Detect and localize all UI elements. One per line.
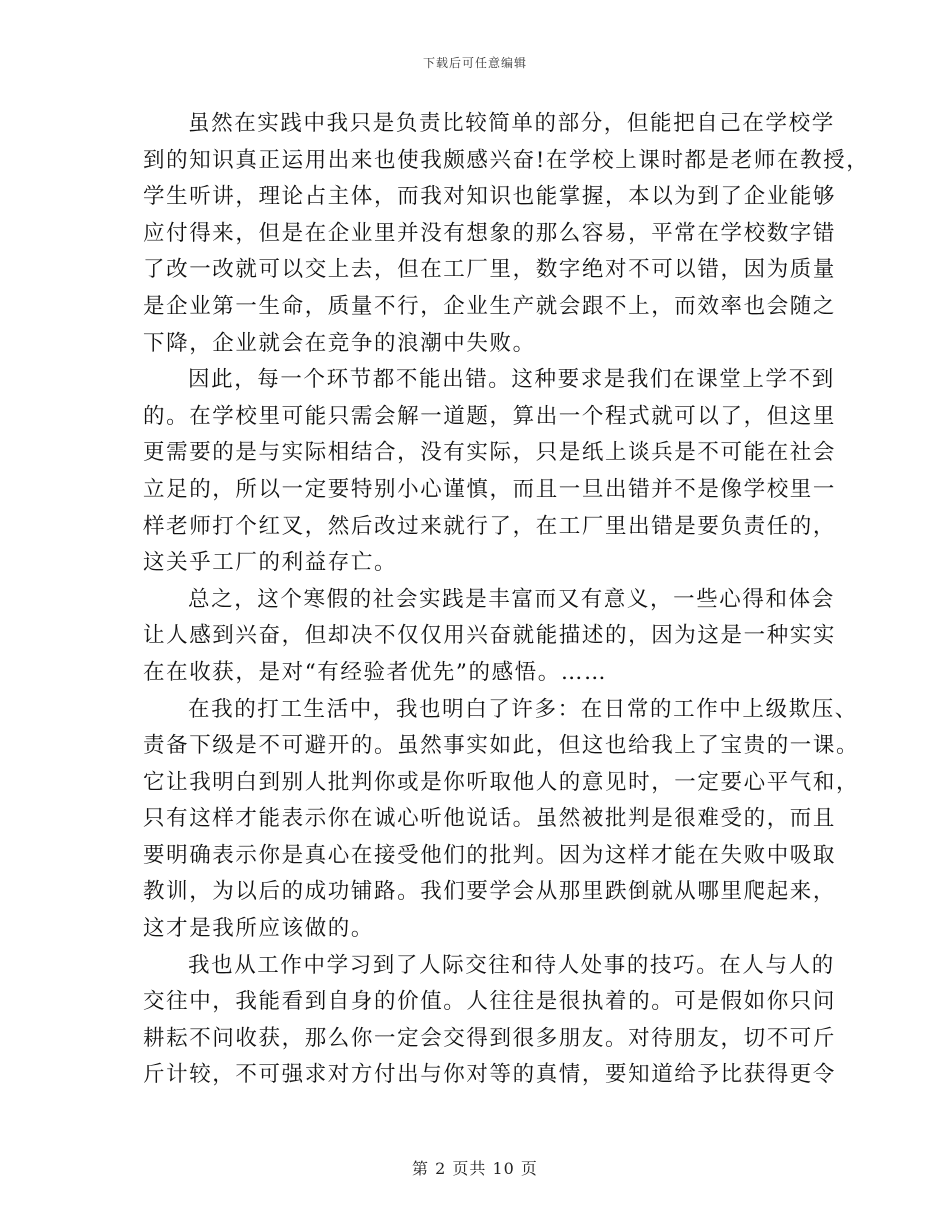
text-line: 更需要的是与实际相结合，没有实际，只是纸上谈兵是不可能在社会 — [143, 440, 837, 466]
paragraph — [143, 692, 860, 948]
text-line: 交往中，我能看到自身的价值。人往往是很执着的。可是假如你只问 — [143, 989, 837, 1015]
text-line: 应付得来，但是在企业里并没有想象的那么容易，平常在学校数字错 — [143, 220, 837, 246]
text-line: 到的知识真正运用出来也使我颇感兴奋!在学校上课时都是老师在教授， — [143, 147, 870, 173]
text-line: 了改一改就可以交上去，但在工厂里，数字绝对不可以错，因为质量 — [143, 257, 837, 283]
page-header: 下载后可任意编辑 — [422, 56, 527, 70]
paragraph — [143, 362, 837, 582]
text-line: 下降，企业就会在竞争的浪潮中失败。 — [143, 330, 536, 356]
text-line: 我也从工作中学习到了人际交往和待人处事的技巧。在人与人的 — [188, 952, 835, 978]
text-line: 是企业第一生命，质量不行，企业生产就会跟不上，而效率也会随之 — [143, 293, 837, 319]
text-line: 耕耘不问收获，那么你一定会交得到很多朋友。对待朋友，切不可斤 — [143, 1025, 837, 1051]
text-line: 虽然在实践中我只是负责比较简单的部分，但能把自己在学校学 — [188, 111, 835, 136]
text-line: 要明确表示你是真心在接受他们的批判。因为这样才能在失败中吸取 — [143, 842, 837, 868]
paragraph — [143, 948, 837, 1094]
text-line: 在在收获，是对“有经验者优先”的感悟。…… — [143, 659, 608, 685]
text-line: 这才是我所应该做的。 — [143, 916, 375, 942]
text-line: 这关乎工厂的利益存亡。 — [143, 550, 398, 576]
text-line: 样老师打个红叉，然后改过来就行了，在工厂里出错是要负责任的， — [143, 513, 837, 539]
text-line: 斤计较，不可强求对方付出与你对等的真情，要知道给予比获得更令 — [143, 1062, 837, 1088]
text-line: 让人感到兴奋，但却决不仅仅用兴奋就能描述的，因为这是一种实实 — [143, 623, 837, 649]
text-line: 教训，为以后的成功铺路。我们要学会从那里跌倒就从哪里爬起来， — [143, 879, 837, 905]
text-line: 立足的，所以一定要特别小心谨慎，而且一旦出错并不是像学校里一 — [143, 476, 837, 502]
text-line: 因此，每一个环节都不能出错。这种要求是我们在课堂上学不到 — [188, 367, 835, 393]
text-line: 总之，这个寒假的社会实践是丰富而又有意义，一些心得和体会 — [188, 586, 835, 612]
document-body — [143, 106, 870, 1094]
text-line: 在我的打工生活中，我也明白了许多：在日常的工作中上级欺压、 — [188, 696, 858, 722]
paragraph — [143, 106, 870, 362]
text-line: 责备下级是不可避开的。虽然事实如此，但这也给我上了宝贵的一课。 — [143, 733, 860, 759]
page-number: 第 2 页共 10 页 — [412, 1159, 538, 1178]
text-line: 学生听讲，理论占主体，而我对知识也能掌握，本以为到了企业能够 — [143, 184, 837, 210]
paragraph — [143, 582, 837, 692]
text-line: 只有这样才能表示你在诚心听他说话。虽然被批判是很难受的，而且 — [143, 806, 837, 832]
text-line: 的。在学校里可能只需会解一道题，算出一个程式就可以了，但这里 — [143, 403, 837, 429]
text-line: 它让我明白到别人批判你或是你听取他人的意见时，一定要心平气和， — [143, 769, 860, 795]
